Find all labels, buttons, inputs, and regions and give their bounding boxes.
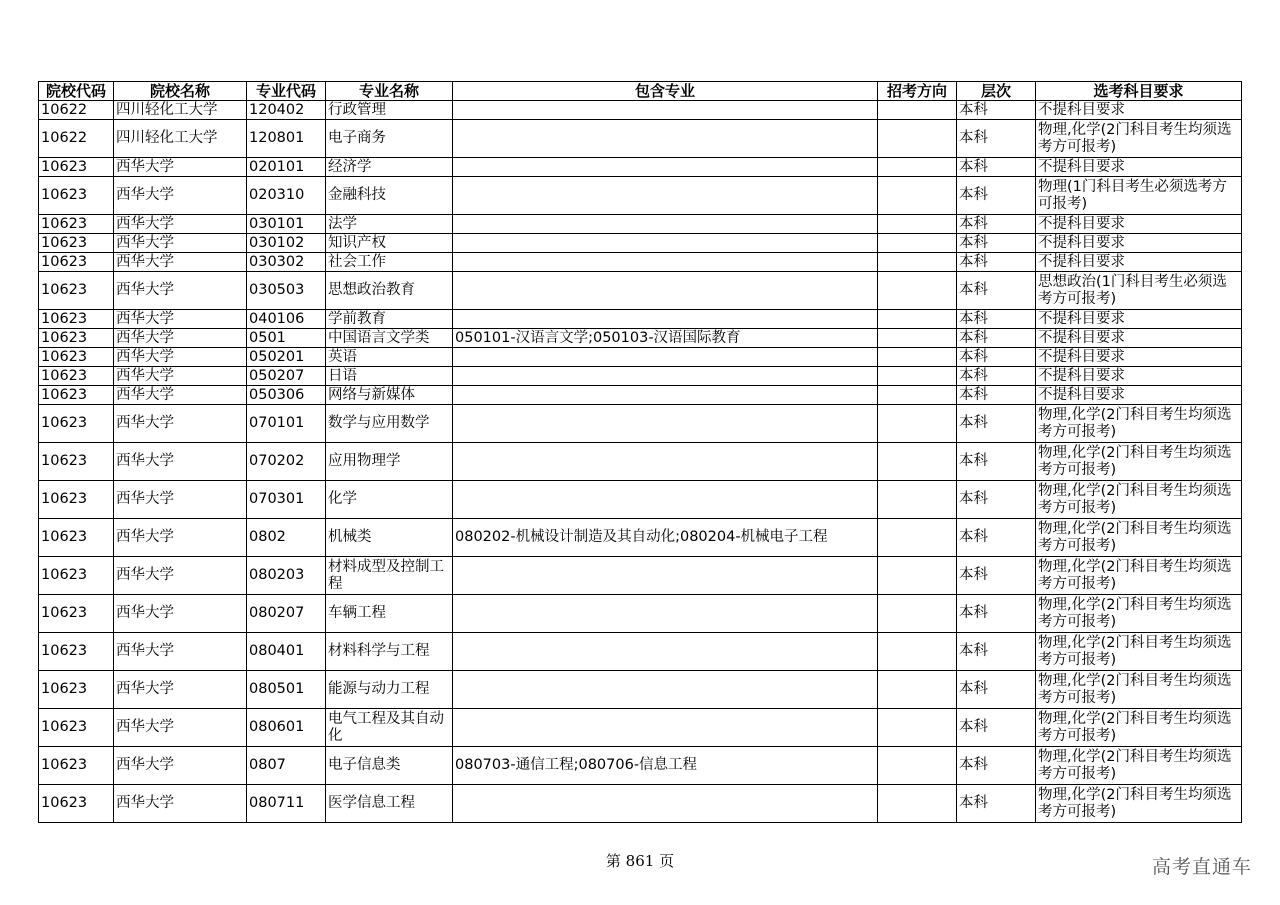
cell-school-name: 西华大学 <box>114 272 247 310</box>
cell-major-code: 070202 <box>247 443 326 481</box>
cell-school-code: 10623 <box>39 405 114 443</box>
cell-school-code: 10623 <box>39 348 114 367</box>
cell-level: 本科 <box>957 272 1036 310</box>
cell-major-name: 金融科技 <box>326 177 453 215</box>
cell-level: 本科 <box>957 329 1036 348</box>
table-row <box>39 633 1242 671</box>
cell-level: 本科 <box>957 386 1036 405</box>
header-subject-requirement: 选考科目要求 <box>1036 82 1242 101</box>
cell-direction <box>878 785 957 823</box>
cell-direction <box>878 158 957 177</box>
table-row <box>39 272 1242 310</box>
cell-level: 本科 <box>957 348 1036 367</box>
cell-school-code: 10623 <box>39 519 114 557</box>
cell-subject-requirement: 物理,化学(2门科目考生均须选考方可报考) <box>1036 405 1242 443</box>
cell-major-name: 电子信息类 <box>326 747 453 785</box>
cell-direction <box>878 595 957 633</box>
cell-level: 本科 <box>957 253 1036 272</box>
cell-major-name: 数学与应用数学 <box>326 405 453 443</box>
cell-level: 本科 <box>957 177 1036 215</box>
cell-included-majors <box>453 481 878 519</box>
cell-school-name: 西华大学 <box>114 557 247 595</box>
cell-school-name: 西华大学 <box>114 785 247 823</box>
cell-direction <box>878 310 957 329</box>
cell-major-code: 030102 <box>247 234 326 253</box>
cell-direction <box>878 747 957 785</box>
cell-major-name: 材料科学与工程 <box>326 633 453 671</box>
cell-school-code: 10623 <box>39 234 114 253</box>
cell-school-code: 10623 <box>39 747 114 785</box>
cell-direction <box>878 272 957 310</box>
page-number: 第 861 页 <box>605 852 675 870</box>
cell-school-name: 四川轻化工大学 <box>114 120 247 158</box>
cell-school-code: 10623 <box>39 272 114 310</box>
cell-included-majors <box>453 120 878 158</box>
table-row <box>39 101 1242 120</box>
cell-subject-requirement: 物理,化学(2门科目考生均须选考方可报考) <box>1036 481 1242 519</box>
cell-level: 本科 <box>957 671 1036 709</box>
cell-direction <box>878 101 957 120</box>
cell-school-name: 西华大学 <box>114 671 247 709</box>
cell-school-name: 西华大学 <box>114 519 247 557</box>
cell-school-name: 西华大学 <box>114 234 247 253</box>
cell-major-code: 070301 <box>247 481 326 519</box>
cell-included-majors <box>453 367 878 386</box>
cell-major-name: 能源与动力工程 <box>326 671 453 709</box>
table-row <box>39 158 1242 177</box>
table-row <box>39 671 1242 709</box>
cell-major-name: 行政管理 <box>326 101 453 120</box>
cell-direction <box>878 120 957 158</box>
table-body <box>39 101 1242 823</box>
cell-school-code: 10623 <box>39 177 114 215</box>
cell-school-name: 西华大学 <box>114 405 247 443</box>
cell-level: 本科 <box>957 215 1036 234</box>
cell-major-code: 050201 <box>247 348 326 367</box>
cell-major-name: 化学 <box>326 481 453 519</box>
cell-school-code: 10623 <box>39 253 114 272</box>
cell-included-majors <box>453 443 878 481</box>
cell-subject-requirement: 物理,化学(2门科目考生均须选考方可报考) <box>1036 671 1242 709</box>
cell-major-code: 030101 <box>247 215 326 234</box>
header-included-majors: 包含专业 <box>453 82 878 101</box>
cell-direction <box>878 557 957 595</box>
cell-school-code: 10623 <box>39 367 114 386</box>
cell-school-code: 10623 <box>39 709 114 747</box>
cell-included-majors <box>453 671 878 709</box>
cell-major-name: 思想政治教育 <box>326 272 453 310</box>
cell-included-majors: 080703-通信工程;080706-信息工程 <box>453 747 878 785</box>
cell-major-code: 020101 <box>247 158 326 177</box>
header-major-code: 专业代码 <box>247 82 326 101</box>
cell-subject-requirement: 物理,化学(2门科目考生均须选考方可报考) <box>1036 595 1242 633</box>
table-row <box>39 310 1242 329</box>
cell-direction <box>878 367 957 386</box>
header-row <box>39 82 1242 101</box>
cell-school-code: 10623 <box>39 215 114 234</box>
cell-school-name: 西华大学 <box>114 386 247 405</box>
cell-subject-requirement: 物理(1门科目考生必须选考方可报考) <box>1036 177 1242 215</box>
cell-major-code: 080711 <box>247 785 326 823</box>
cell-subject-requirement: 不提科目要求 <box>1036 310 1242 329</box>
cell-included-majors <box>453 348 878 367</box>
cell-included-majors: 080202-机械设计制造及其自动化;080204-机械电子工程 <box>453 519 878 557</box>
watermark-text: 高考直通车 <box>1151 856 1252 878</box>
cell-subject-requirement: 不提科目要求 <box>1036 158 1242 177</box>
cell-direction <box>878 671 957 709</box>
table-row <box>39 709 1242 747</box>
table-row <box>39 329 1242 348</box>
cell-major-code: 080203 <box>247 557 326 595</box>
enrollment-table <box>38 81 1242 823</box>
cell-level: 本科 <box>957 120 1036 158</box>
cell-included-majors <box>453 709 878 747</box>
cell-included-majors <box>453 101 878 120</box>
table-row <box>39 177 1242 215</box>
cell-level: 本科 <box>957 595 1036 633</box>
cell-subject-requirement: 不提科目要求 <box>1036 101 1242 120</box>
cell-major-code: 050207 <box>247 367 326 386</box>
cell-subject-requirement: 不提科目要求 <box>1036 329 1242 348</box>
table-row <box>39 215 1242 234</box>
cell-level: 本科 <box>957 519 1036 557</box>
cell-subject-requirement: 物理,化学(2门科目考生均须选考方可报考) <box>1036 633 1242 671</box>
cell-major-name: 学前教育 <box>326 310 453 329</box>
cell-direction <box>878 481 957 519</box>
cell-subject-requirement: 物理,化学(2门科目考生均须选考方可报考) <box>1036 120 1242 158</box>
cell-school-code: 10623 <box>39 310 114 329</box>
cell-major-name: 网络与新媒体 <box>326 386 453 405</box>
cell-school-name: 西华大学 <box>114 310 247 329</box>
cell-major-code: 120402 <box>247 101 326 120</box>
cell-school-code: 10623 <box>39 671 114 709</box>
cell-school-code: 10623 <box>39 481 114 519</box>
cell-level: 本科 <box>957 785 1036 823</box>
cell-school-code: 10623 <box>39 785 114 823</box>
cell-direction <box>878 709 957 747</box>
header-school-name: 院校名称 <box>114 82 247 101</box>
table-row <box>39 386 1242 405</box>
cell-level: 本科 <box>957 443 1036 481</box>
table-row <box>39 405 1242 443</box>
cell-school-code: 10623 <box>39 329 114 348</box>
cell-level: 本科 <box>957 481 1036 519</box>
cell-major-code: 120801 <box>247 120 326 158</box>
cell-level: 本科 <box>957 709 1036 747</box>
cell-included-majors <box>453 272 878 310</box>
cell-major-code: 080501 <box>247 671 326 709</box>
cell-included-majors <box>453 557 878 595</box>
cell-school-name: 西华大学 <box>114 215 247 234</box>
cell-included-majors <box>453 633 878 671</box>
cell-included-majors <box>453 158 878 177</box>
cell-major-name: 日语 <box>326 367 453 386</box>
cell-school-code: 10623 <box>39 158 114 177</box>
cell-subject-requirement: 物理,化学(2门科目考生均须选考方可报考) <box>1036 519 1242 557</box>
cell-major-name: 机械类 <box>326 519 453 557</box>
cell-level: 本科 <box>957 557 1036 595</box>
cell-school-name: 西华大学 <box>114 348 247 367</box>
cell-school-name: 西华大学 <box>114 481 247 519</box>
cell-direction <box>878 519 957 557</box>
cell-major-code: 020310 <box>247 177 326 215</box>
cell-major-name: 电气工程及其自动化 <box>326 709 453 747</box>
cell-major-code: 040106 <box>247 310 326 329</box>
cell-major-name: 社会工作 <box>326 253 453 272</box>
table-row <box>39 785 1242 823</box>
cell-subject-requirement: 不提科目要求 <box>1036 253 1242 272</box>
cell-major-name: 英语 <box>326 348 453 367</box>
cell-level: 本科 <box>957 633 1036 671</box>
table-row <box>39 595 1242 633</box>
header-direction: 招考方向 <box>878 82 957 101</box>
cell-subject-requirement: 不提科目要求 <box>1036 215 1242 234</box>
cell-major-name: 电子商务 <box>326 120 453 158</box>
cell-school-name: 西华大学 <box>114 443 247 481</box>
cell-subject-requirement: 不提科目要求 <box>1036 367 1242 386</box>
table-row <box>39 481 1242 519</box>
cell-subject-requirement: 不提科目要求 <box>1036 348 1242 367</box>
cell-school-name: 四川轻化工大学 <box>114 101 247 120</box>
cell-included-majors: 050101-汉语言文学;050103-汉语国际教育 <box>453 329 878 348</box>
header-school-code: 院校代码 <box>39 82 114 101</box>
cell-included-majors <box>453 310 878 329</box>
cell-school-code: 10622 <box>39 120 114 158</box>
cell-direction <box>878 348 957 367</box>
cell-major-name: 材料成型及控制工程 <box>326 557 453 595</box>
cell-subject-requirement: 思想政治(1门科目考生必须选考方可报考) <box>1036 272 1242 310</box>
cell-level: 本科 <box>957 158 1036 177</box>
cell-subject-requirement: 物理,化学(2门科目考生均须选考方可报考) <box>1036 785 1242 823</box>
header-level: 层次 <box>957 82 1036 101</box>
cell-direction <box>878 405 957 443</box>
cell-major-code: 0501 <box>247 329 326 348</box>
table-row <box>39 557 1242 595</box>
cell-subject-requirement: 不提科目要求 <box>1036 234 1242 253</box>
cell-major-code: 030503 <box>247 272 326 310</box>
table-header <box>39 82 1242 101</box>
cell-school-name: 西华大学 <box>114 253 247 272</box>
table-row <box>39 253 1242 272</box>
cell-level: 本科 <box>957 234 1036 253</box>
table-row <box>39 747 1242 785</box>
cell-major-code: 070101 <box>247 405 326 443</box>
cell-direction <box>878 253 957 272</box>
cell-included-majors <box>453 386 878 405</box>
cell-major-code: 0807 <box>247 747 326 785</box>
cell-school-name: 西华大学 <box>114 329 247 348</box>
cell-subject-requirement: 不提科目要求 <box>1036 386 1242 405</box>
cell-major-name: 法学 <box>326 215 453 234</box>
cell-school-code: 10623 <box>39 386 114 405</box>
cell-direction <box>878 329 957 348</box>
cell-included-majors <box>453 785 878 823</box>
table-row <box>39 234 1242 253</box>
cell-subject-requirement: 物理,化学(2门科目考生均须选考方可报考) <box>1036 443 1242 481</box>
cell-major-code: 080601 <box>247 709 326 747</box>
cell-major-code: 080401 <box>247 633 326 671</box>
cell-school-name: 西华大学 <box>114 367 247 386</box>
cell-direction <box>878 215 957 234</box>
cell-subject-requirement: 物理,化学(2门科目考生均须选考方可报考) <box>1036 709 1242 747</box>
cell-major-code: 030302 <box>247 253 326 272</box>
cell-school-code: 10623 <box>39 557 114 595</box>
cell-level: 本科 <box>957 367 1036 386</box>
cell-direction <box>878 177 957 215</box>
cell-school-code: 10623 <box>39 443 114 481</box>
cell-school-name: 西华大学 <box>114 177 247 215</box>
cell-major-name: 知识产权 <box>326 234 453 253</box>
cell-included-majors <box>453 253 878 272</box>
cell-major-name: 经济学 <box>326 158 453 177</box>
cell-school-name: 西华大学 <box>114 747 247 785</box>
cell-subject-requirement: 物理,化学(2门科目考生均须选考方可报考) <box>1036 747 1242 785</box>
cell-school-name: 西华大学 <box>114 158 247 177</box>
cell-major-code: 050306 <box>247 386 326 405</box>
table-row <box>39 367 1242 386</box>
cell-included-majors <box>453 215 878 234</box>
cell-major-name: 中国语言文学类 <box>326 329 453 348</box>
cell-subject-requirement: 物理,化学(2门科目考生均须选考方可报考) <box>1036 557 1242 595</box>
cell-school-name: 西华大学 <box>114 595 247 633</box>
cell-level: 本科 <box>957 310 1036 329</box>
table-row <box>39 443 1242 481</box>
table-row <box>39 348 1242 367</box>
cell-major-name: 应用物理学 <box>326 443 453 481</box>
cell-direction <box>878 443 957 481</box>
cell-included-majors <box>453 177 878 215</box>
cell-school-code: 10623 <box>39 595 114 633</box>
cell-direction <box>878 386 957 405</box>
cell-major-name: 医学信息工程 <box>326 785 453 823</box>
cell-major-code: 080207 <box>247 595 326 633</box>
cell-school-name: 西华大学 <box>114 633 247 671</box>
cell-major-code: 0802 <box>247 519 326 557</box>
cell-included-majors <box>453 234 878 253</box>
cell-school-code: 10623 <box>39 633 114 671</box>
cell-level: 本科 <box>957 747 1036 785</box>
cell-level: 本科 <box>957 405 1036 443</box>
cell-direction <box>878 234 957 253</box>
cell-included-majors <box>453 595 878 633</box>
cell-school-name: 西华大学 <box>114 709 247 747</box>
cell-school-code: 10622 <box>39 101 114 120</box>
cell-direction <box>878 633 957 671</box>
cell-level: 本科 <box>957 101 1036 120</box>
table-row <box>39 519 1242 557</box>
cell-major-name: 车辆工程 <box>326 595 453 633</box>
cell-included-majors <box>453 405 878 443</box>
header-major-name: 专业名称 <box>326 82 453 101</box>
table-row <box>39 120 1242 158</box>
